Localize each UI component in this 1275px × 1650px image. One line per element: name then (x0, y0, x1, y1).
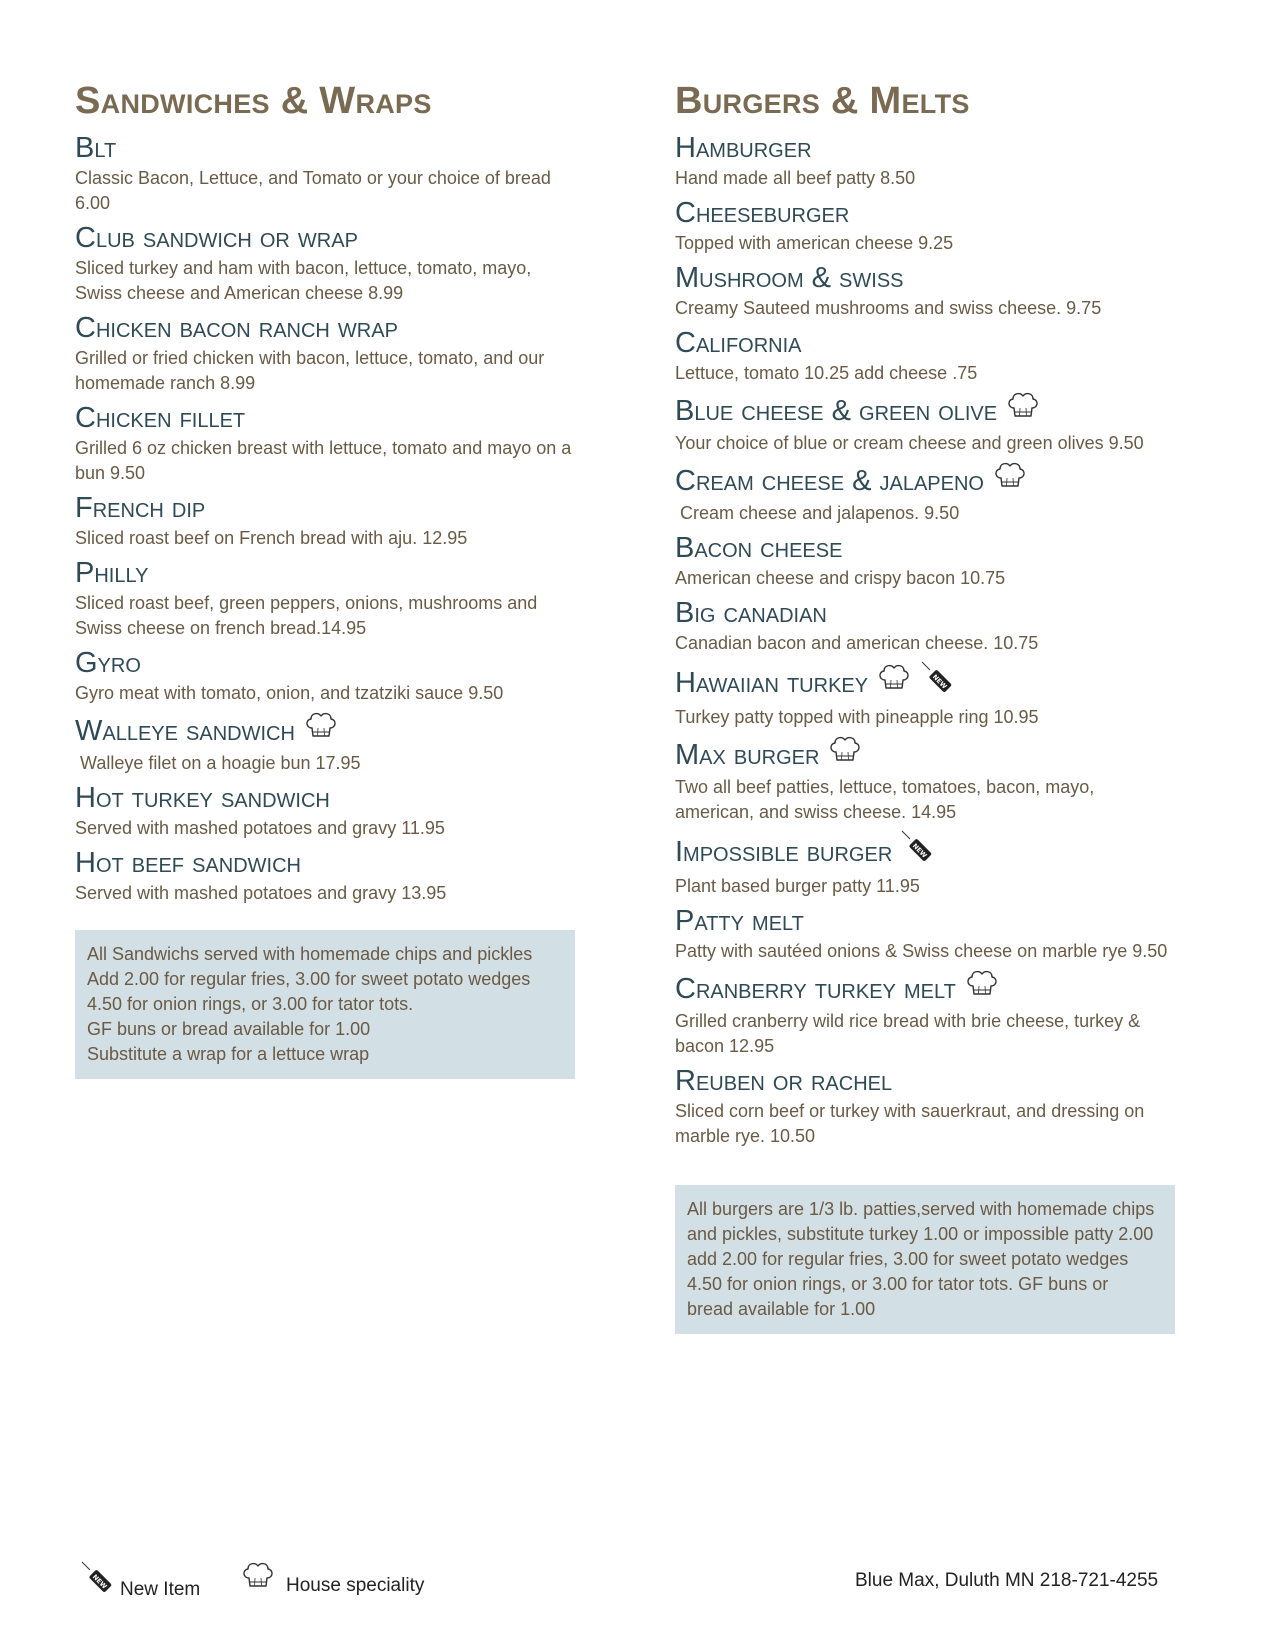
menu-item (75, 130, 575, 216)
menu-item-name-text: Chicken bacon ranch wrap (75, 312, 398, 344)
menu-item (675, 260, 1175, 321)
menu-item-description: Grilled or fried chicken with bacon, lettuce, tomato, and our homemade ranch 8.99 (75, 348, 550, 393)
menu-item-name-text: Cheeseburger (675, 197, 850, 229)
legend-specialty-label: House speciality (286, 1575, 425, 1596)
menu-item (675, 734, 1175, 825)
menu-item-name (675, 195, 1175, 231)
menu-item (75, 310, 575, 396)
menu-item (675, 325, 1175, 386)
menu-item (675, 390, 1175, 456)
menu-item-description: Plant based burger patty 11.95 (675, 876, 920, 896)
menu-item-name (675, 530, 1175, 566)
menu-item-description: Served with mashed potatoes and gravy 11.95 (75, 818, 445, 838)
menu-item-name (75, 220, 575, 256)
menu-item-name-text: Hot beef sandwich (75, 847, 301, 879)
menu-item-description: Walleye filet on a hoagie bun 17.95 (75, 753, 361, 773)
menu-item (75, 400, 575, 486)
menu-item-description: Canadian bacon and american cheese. 10.75 (675, 633, 1039, 653)
menu-item-description: Sliced turkey and ham with bacon, lettuce, tomato, mayo, Swiss cheese and American cheese 8.99 (75, 258, 537, 303)
menu-item-name-text: Mushroom & swiss (675, 262, 904, 294)
menu-item-name-text: Gyro (75, 647, 141, 679)
menu-item-description: Cream cheese and jalapenos. 9.50 (675, 503, 960, 523)
menu-item-name (75, 710, 575, 751)
menu-item-name-text: Cranberry turkey melt (675, 972, 956, 1005)
menu-item-name (675, 390, 1175, 431)
menu-item-description: Hand made all beef patty 8.50 (675, 168, 916, 188)
note-line: GF buns or bread available for 1.00 (87, 1019, 371, 1039)
menu-item (675, 195, 1175, 256)
menu-item-name (675, 968, 1175, 1009)
menu-item-name-text: French dip (75, 492, 206, 524)
menu-item-name (675, 829, 1175, 874)
burgers-note (675, 1185, 1175, 1334)
menu-item (675, 968, 1175, 1059)
menu-item-description: Two all beef patties, lettuce, tomatoes, bacon, mayo, american, and swiss cheese. 14.95 (675, 777, 1100, 822)
menu-item (75, 845, 575, 906)
menu-item-name (75, 780, 575, 816)
menu-item-description: Sliced roast beef on French bread with aju. 12.95 (75, 528, 468, 548)
note-line: 4.50 for onion rings, or 3.00 for tator tots. GF buns or (687, 1274, 1109, 1294)
burgers-title: Burgers & Melts (675, 80, 970, 122)
menu-item-name-text: Hot turkey sandwich (75, 782, 330, 814)
svg-text:NEW: NEW (911, 841, 929, 860)
chef-hat-icon (1005, 390, 1041, 431)
svg-text:NEW: NEW (90, 1572, 109, 1591)
menu-item-icons (827, 734, 863, 775)
menu-item-description: American cheese and crispy bacon 10.75 (675, 568, 1006, 588)
menu-item-description: Sliced corn beef or turkey with sauerkraut, and dressing on marble rye. 10.50 (675, 1101, 1150, 1146)
menu-item-name (75, 845, 575, 881)
menu-item-description: Topped with american cheese 9.25 (675, 233, 954, 253)
burgers-column (675, 78, 1175, 1334)
menu-item-description: Grilled 6 oz chicken breast with lettuce, tomato and mayo on a bun 9.50 (75, 438, 577, 483)
legend-new-label: New Item (120, 1579, 201, 1600)
menu-item-name (675, 460, 1175, 501)
menu-item-description: Patty with sautéed onions & Swiss cheese on marble rye 9.50 (675, 941, 1168, 961)
menu-item-name (675, 903, 1175, 939)
note-line: add 2.00 for regular fries, 3.00 for sweet potato wedges (687, 1249, 1129, 1269)
menu-item-name-text: Bacon cheese (675, 532, 843, 564)
menu-item-name (75, 645, 575, 681)
menu-item-name (675, 734, 1175, 775)
legend-new-item (80, 1560, 200, 1602)
burgers-list (675, 130, 1175, 1149)
menu-item-name-text: Big canadian (675, 597, 827, 629)
note-line: and pickles, substitute turkey 1.00 or impossible patty 2.00 (687, 1224, 1154, 1244)
legend-house-specialty (240, 1560, 424, 1598)
menu-item-name (75, 490, 575, 526)
menu-item (675, 460, 1175, 526)
menu-item-description: Served with mashed potatoes and gravy 13.95 (75, 883, 447, 903)
menu-item (75, 645, 575, 706)
menu-item-name (675, 130, 1175, 166)
menu-item-name-text: Walleye sandwich (75, 714, 295, 747)
menu-item-name-text: Blt (75, 132, 117, 164)
menu-item (75, 490, 575, 551)
sandwiches-column (75, 78, 575, 1079)
menu-item-name-text: Patty melt (675, 905, 804, 937)
menu-item-icons (876, 660, 956, 705)
menu-item-description: Classic Bacon, Lettuce, and Tomato or your choice of bread 6.00 (75, 168, 556, 213)
menu-item-name (675, 1063, 1175, 1099)
menu-item-description: Your choice of blue or cream cheese and green olives 9.50 (675, 433, 1144, 453)
menu-item-name (75, 130, 575, 166)
menu-item-description: Gyro meat with tomato, onion, and tzatziki sauce 9.50 (75, 683, 504, 703)
note-line: All burgers are 1/3 lb. patties,served with homemade chips (687, 1199, 1155, 1219)
menu-item (675, 903, 1175, 964)
menu-item (75, 220, 575, 306)
menu-item-name (75, 400, 575, 436)
menu-item-icons (1005, 390, 1041, 431)
menu-item (75, 710, 575, 776)
chef-hat-icon (964, 968, 1000, 1009)
new-tag-icon (920, 660, 956, 705)
menu-item (675, 595, 1175, 656)
menu-item-name-text: Cream cheese & jalapeno (675, 464, 984, 497)
chef-hat-icon (992, 460, 1028, 501)
sandwiches-title: Sandwiches & Wraps (75, 80, 432, 122)
menu-item-name-text: Reuben or rachel (675, 1065, 893, 1097)
new-tag-icon (900, 829, 936, 874)
note-line: bread available for 1.00 (687, 1299, 876, 1319)
note-line: Add 2.00 for regular fries, 3.00 for sweet potato wedges (87, 969, 531, 989)
menu-item-name-text: Blue cheese & green olive (675, 394, 998, 427)
menu-item (675, 829, 1175, 899)
contact-info: Blue Max, Duluth MN 218-721-4255 (855, 1570, 1159, 1591)
menu-item-name (675, 325, 1175, 361)
menu-item (75, 780, 575, 841)
menu-item (675, 1063, 1175, 1149)
menu-item-description: Turkey patty topped with pineapple ring 10.95 (675, 707, 1039, 727)
menu-item (675, 660, 1175, 730)
svg-text:NEW: NEW (930, 672, 949, 691)
menu-item-icons (900, 829, 936, 874)
menu-item-icons (303, 710, 339, 751)
menu-item-description: Lettuce, tomato 10.25 add cheese .75 (675, 363, 978, 383)
note-line: All Sandwichs served with homemade chips and pickles (87, 944, 533, 964)
menu-item-icons (992, 460, 1028, 501)
note-line: Substitute a wrap for a lettuce wrap (87, 1044, 370, 1064)
menu-item-description: Creamy Sauteed mushrooms and swiss cheese. 9.75 (675, 298, 1102, 318)
menu-item-name (75, 310, 575, 346)
menu-item-description: Sliced roast beef, green peppers, onions, mushrooms and Swiss cheese on french bread.14.95 (75, 593, 543, 638)
menu-item-description: Grilled cranberry wild rice bread with brie cheese, turkey & bacon 12.95 (675, 1011, 1146, 1056)
sandwiches-list (75, 130, 575, 906)
chef-hat-icon (240, 1560, 276, 1598)
menu-item-name-text: Max burger (675, 738, 820, 771)
new-tag-icon (80, 1560, 116, 1602)
menu-item-name-text: Hamburger (675, 132, 812, 164)
menu-item-name (75, 555, 575, 591)
menu-item (675, 530, 1175, 591)
menu-item (675, 130, 1175, 191)
menu-item-name (675, 660, 1175, 705)
menu-item-name-text: California (675, 327, 802, 359)
menu-item-name-text: Club sandwich or wrap (75, 222, 358, 254)
sandwiches-note (75, 930, 575, 1079)
chef-hat-icon (876, 662, 912, 703)
chef-hat-icon (303, 710, 339, 751)
menu-item-name-text: Chicken fillet (75, 402, 246, 434)
menu-item-name-text: Philly (75, 557, 149, 589)
footer (80, 1560, 1180, 1600)
menu-item-name (675, 260, 1175, 296)
chef-hat-icon (827, 734, 863, 775)
menu-item-icons (964, 968, 1000, 1009)
note-line: 4.50 for onion rings, or 3.00 for tator tots. (87, 994, 414, 1014)
menu-item-name (675, 595, 1175, 631)
menu-item (75, 555, 575, 641)
menu-item-name-text: Impossible burger (675, 835, 893, 868)
menu-item-name-text: Hawaiian turkey (675, 666, 869, 699)
